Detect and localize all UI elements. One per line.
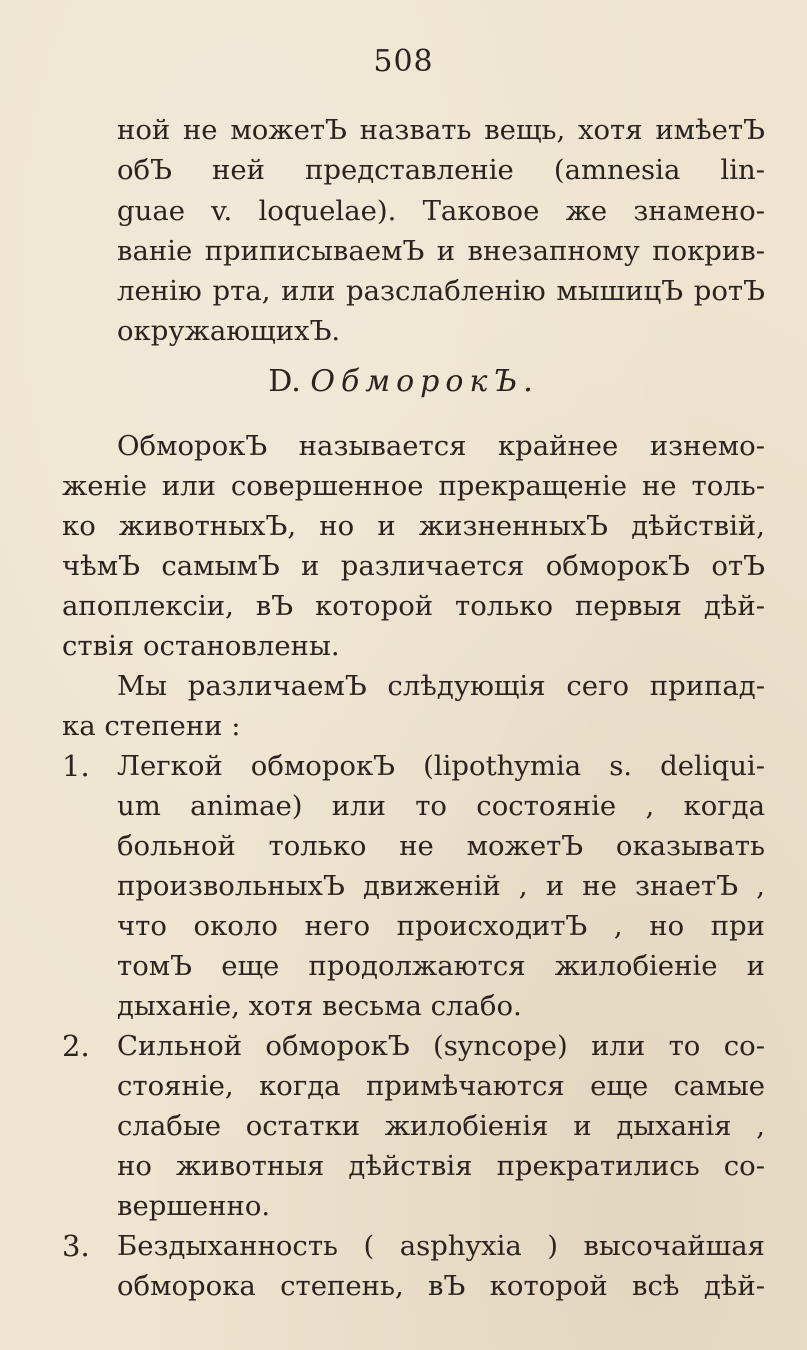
list-item-line: но животныя дѣйствія прекратились со- bbox=[117, 1150, 765, 1182]
paragraph-line: Мы различаемЪ слѣдующія сего припад- bbox=[117, 670, 765, 702]
list-item-line: произвольныхЪ движеній , и не знаетЪ , bbox=[117, 870, 765, 902]
paragraph-line: ко животныхЪ, но и жизненныхЪ дѣйствій, bbox=[62, 510, 765, 542]
list-item-line: Сильной обморокЪ (syncope) или то со- bbox=[117, 1030, 765, 1062]
list-item-line: томЪ еще продолжаются жилобіеніе и bbox=[117, 950, 765, 982]
list-item-line: Бездыханность ( asphyxia ) высочайшая bbox=[117, 1230, 765, 1262]
list-item-line: вершенно. bbox=[117, 1190, 271, 1222]
list-item-line: стояніе, когда примѣчаются еще самые bbox=[117, 1070, 765, 1102]
paragraph-line: ка степени : bbox=[62, 710, 241, 742]
list-item-line: слабые остатки жилобіенія и дыханія , bbox=[117, 1110, 765, 1142]
list-item-line: um animae) или то состояніе , когда bbox=[117, 790, 765, 822]
paragraph-line: guae v. loquelae). Таковое же знамено- bbox=[117, 195, 765, 227]
paragraph-line: окружающихЪ. bbox=[117, 315, 341, 347]
section-title: ОбморокЪ. bbox=[310, 364, 539, 399]
page-number: 508 bbox=[373, 44, 434, 79]
paragraph-line: обЪ ней представленіе (amnesia lin- bbox=[117, 154, 765, 186]
list-item-line: Легкой обморокЪ (lipothymia s. deliqui- bbox=[117, 750, 765, 782]
paragraph-line: чѣмЪ самымЪ и различается обморокЪ отЪ bbox=[62, 550, 765, 582]
paragraph-line: женіе или совершенное прекращеніе не толь- bbox=[62, 470, 765, 502]
list-item-line: дыханіе, хотя весьма слабо. bbox=[117, 990, 522, 1022]
paragraph-line: апоплексіи, вЪ которой только первыя дѣй- bbox=[62, 590, 765, 622]
list-item-line: обморока степень, вЪ которой всѣ дѣй- bbox=[117, 1270, 765, 1302]
section-heading bbox=[0, 362, 807, 402]
list-item-line: больной только не можетЪ оказывать bbox=[117, 830, 765, 862]
paragraph-line: ствія остановлены. bbox=[62, 630, 340, 662]
list-item-number: 3. bbox=[62, 1229, 90, 1263]
paragraph-line: ваніе приписываемЪ и внезапному покрив- bbox=[117, 235, 765, 267]
paragraph-line: ОбморокЪ называется крайнее изнемо- bbox=[117, 430, 765, 462]
paragraph-line: ной не можетЪ назвать вещь, хотя имѣетЪ bbox=[117, 114, 765, 146]
list-item-line: что около него происходитЪ , но при bbox=[117, 910, 765, 942]
list-item-number: 1. bbox=[62, 749, 90, 783]
paragraph-line: ленію рта, или разслабленію мышицЪ ротЪ bbox=[117, 275, 765, 307]
section-letter: D. bbox=[268, 364, 301, 399]
list-item-number: 2. bbox=[62, 1029, 90, 1063]
